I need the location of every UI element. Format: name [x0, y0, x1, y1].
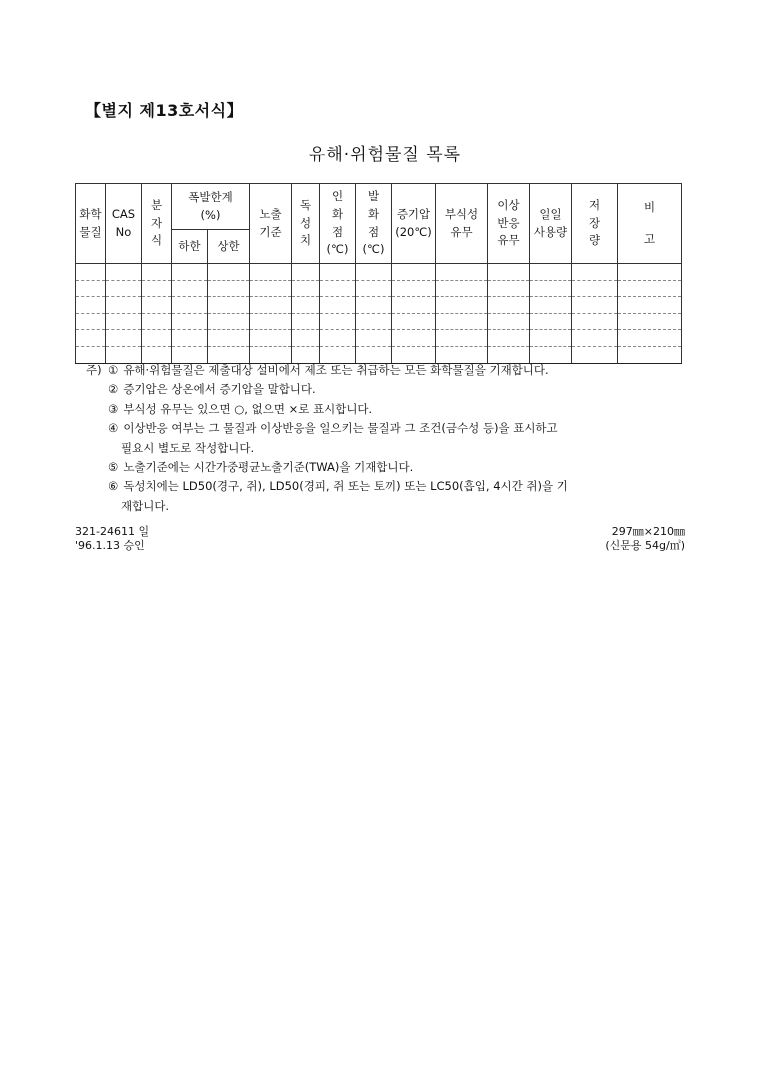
note-text: 부식성 유무는 있으면 ○, 없으면 ×로 표시합니다.	[123, 401, 373, 416]
paper-size: 297㎜×210㎜	[611, 525, 685, 538]
note-text: 독성치에는 LD50(경구, 쥐), LD50(경피, 쥐 또는 토끼) 또는 LC50(흡입, 4시간 쥐)을 기	[123, 479, 568, 494]
header-ignition-point: 발 화 점 (℃)	[356, 184, 392, 264]
document-title: 유해·위험물질 목록	[308, 145, 462, 165]
note-item	[86, 380, 686, 399]
note-number: ③	[108, 401, 119, 416]
approval-date: '96.1.13 승인	[75, 539, 145, 552]
table-row	[76, 330, 682, 347]
hazardous-substance-table	[75, 183, 682, 364]
header-molecular-formula: 분 자 식	[142, 184, 172, 264]
note-item	[86, 419, 686, 458]
table-row	[76, 297, 682, 314]
note-text: 노출기준에는 시간가중평균노출기준(TWA)을 기재합니다.	[123, 460, 414, 475]
header-flash-point: 인 화 점 (℃)	[320, 184, 356, 264]
header-chemical: 화학 물질	[76, 184, 106, 264]
form-code: 321-24611 일	[75, 525, 150, 538]
table-row	[76, 313, 682, 330]
note-item	[86, 477, 686, 516]
footer-left	[75, 525, 149, 553]
note-item	[86, 458, 686, 477]
header-explosion-limit: 폭발한계 (%)	[172, 184, 250, 230]
note-text: 증기압은 상온에서 증기압을 말합니다.	[123, 382, 316, 397]
note-text-continued: 재합니다.	[121, 498, 170, 513]
header-remarks: 비 고	[618, 184, 682, 264]
header-exposure-standard: 노출 기준	[250, 184, 292, 264]
header-abnormal-reaction: 이상 반응 유무	[488, 184, 530, 264]
header-corrosiveness: 부식성 유무	[436, 184, 488, 264]
form-number-label: 【별지 제13호서식】	[85, 101, 244, 120]
header-lower-limit: 하한	[172, 230, 208, 264]
note-text: 유해·위험물질은 제출대상 설비에서 제조 또는 취급하는 모든 화학물질을 기재합니다.	[123, 363, 549, 377]
table-row	[76, 264, 682, 281]
paper-type: (신문용 54g/㎡)	[605, 539, 685, 552]
note-number: ①	[108, 363, 119, 377]
note-item	[86, 361, 686, 380]
note-number: ④	[108, 421, 119, 436]
header-storage-amount: 저 장 량	[572, 184, 618, 264]
footer-right	[605, 525, 685, 553]
note-number: ②	[108, 382, 119, 397]
note-text: 이상반응 여부는 그 물질과 이상반응을 일으키는 물질과 그 조건(금수성 등)을 표시하고	[123, 421, 558, 436]
header-upper-limit: 상한	[208, 230, 250, 264]
header-vapor-pressure: 증기압 (20℃)	[392, 184, 436, 264]
notes-section	[86, 361, 686, 516]
notes-prefix: 주)	[86, 363, 102, 377]
note-number: ⑥	[108, 479, 119, 494]
header-toxicity: 독 성 치	[292, 184, 320, 264]
note-number: ⑤	[108, 460, 119, 475]
header-daily-usage: 일일 사용량	[530, 184, 572, 264]
note-item	[86, 400, 686, 419]
table-body	[76, 264, 682, 364]
note-text-continued: 필요시 별도로 작성합니다.	[121, 440, 255, 455]
table-row	[76, 280, 682, 297]
header-cas-no: CAS No	[106, 184, 142, 264]
